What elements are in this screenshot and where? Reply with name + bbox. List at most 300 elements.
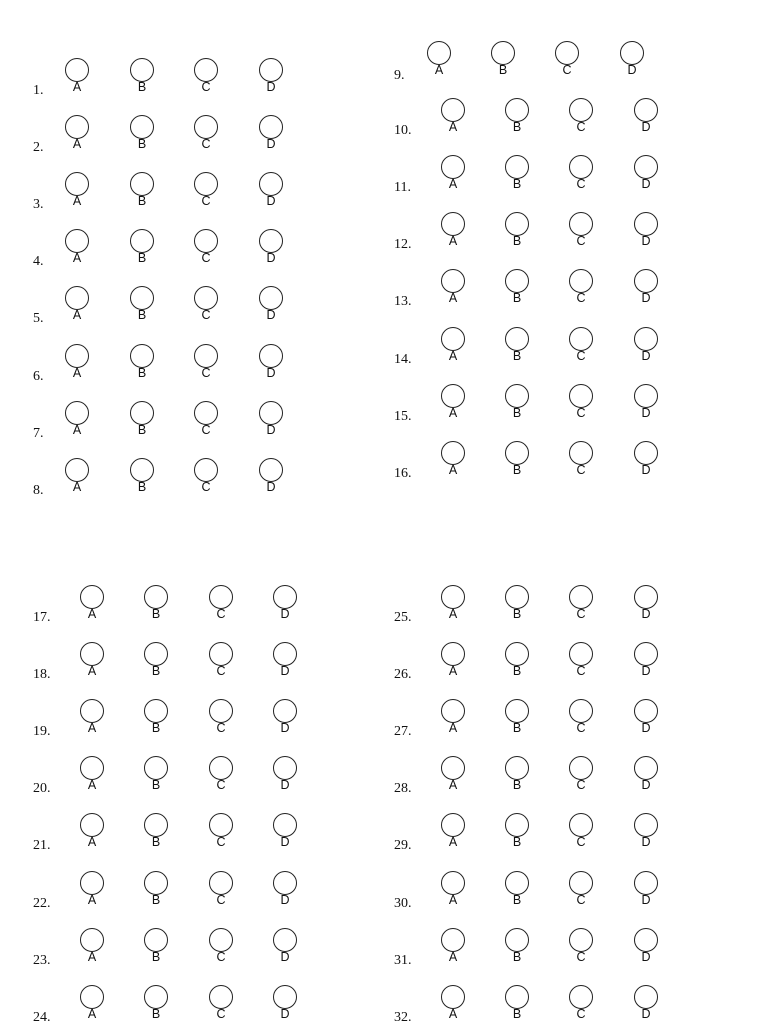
question-number: 19. bbox=[33, 724, 51, 740]
question-number: 8. bbox=[33, 482, 44, 498]
option-letter: C bbox=[216, 664, 226, 679]
option-letter: D bbox=[641, 1006, 651, 1021]
answer-bubble[interactable] bbox=[505, 756, 529, 780]
option-letter: D bbox=[280, 721, 290, 736]
option-letter: B bbox=[151, 892, 161, 907]
option-letter: D bbox=[641, 177, 651, 192]
option-letter: A bbox=[448, 835, 458, 850]
answer-bubble[interactable] bbox=[634, 98, 658, 122]
answer-option-c[interactable] bbox=[566, 155, 596, 195]
option-letter: B bbox=[512, 664, 522, 679]
answer-bubble[interactable] bbox=[569, 585, 593, 609]
option-letter: D bbox=[641, 892, 651, 907]
option-letter: C bbox=[576, 721, 586, 736]
option-letter: C bbox=[216, 1006, 226, 1021]
option-letter: B bbox=[512, 892, 522, 907]
answer-option-b[interactable] bbox=[488, 41, 518, 81]
answer-bubble[interactable] bbox=[441, 441, 465, 465]
answer-bubble[interactable] bbox=[505, 985, 529, 1009]
answer-option-d[interactable] bbox=[631, 642, 661, 682]
answer-option-a[interactable] bbox=[438, 585, 468, 625]
answer-option-a[interactable] bbox=[438, 985, 468, 1025]
answer-option-d[interactable] bbox=[631, 212, 661, 252]
option-letter: B bbox=[151, 949, 161, 964]
answer-bubble[interactable] bbox=[441, 985, 465, 1009]
question-row bbox=[0, 985, 768, 1025]
answer-bubble[interactable] bbox=[441, 642, 465, 666]
question-row bbox=[0, 212, 768, 252]
option-letter: C bbox=[576, 607, 586, 621]
question-number: 10. bbox=[394, 123, 412, 139]
option-letter: B bbox=[137, 251, 147, 266]
answer-option-c[interactable] bbox=[552, 41, 582, 81]
answer-option-b[interactable] bbox=[502, 813, 532, 853]
option-letter: A bbox=[72, 365, 82, 380]
option-letter: D bbox=[641, 291, 651, 306]
option-letter: A bbox=[448, 721, 458, 736]
answer-option-d[interactable] bbox=[631, 441, 661, 481]
answer-bubble[interactable] bbox=[441, 384, 465, 408]
option-letter: D bbox=[266, 251, 276, 266]
answer-option-c[interactable] bbox=[566, 985, 596, 1025]
answer-bubble[interactable] bbox=[634, 327, 658, 351]
option-letter: A bbox=[72, 422, 82, 437]
answer-option-a[interactable] bbox=[438, 269, 468, 309]
answer-bubble[interactable] bbox=[505, 699, 529, 723]
option-letter: D bbox=[280, 1006, 290, 1021]
answer-option-c[interactable] bbox=[566, 384, 596, 424]
answer-option-b[interactable] bbox=[502, 269, 532, 309]
option-letter: A bbox=[448, 120, 458, 135]
answer-option-b[interactable] bbox=[502, 756, 532, 796]
answer-option-a[interactable] bbox=[424, 41, 454, 81]
option-letter: D bbox=[641, 405, 651, 420]
answer-option-c[interactable] bbox=[566, 642, 596, 682]
answer-option-b[interactable] bbox=[502, 384, 532, 424]
option-letter: A bbox=[72, 80, 82, 94]
option-letter: B bbox=[137, 479, 147, 494]
answer-option-a[interactable] bbox=[438, 813, 468, 853]
answer-bubble[interactable] bbox=[505, 871, 529, 895]
option-letter: D bbox=[641, 234, 651, 249]
option-letter: A bbox=[87, 721, 97, 736]
option-letter: C bbox=[216, 607, 226, 621]
option-letter: B bbox=[151, 607, 161, 621]
option-letter: A bbox=[448, 607, 458, 621]
option-letter: A bbox=[448, 405, 458, 420]
question-row bbox=[0, 327, 768, 367]
answer-bubble[interactable] bbox=[569, 441, 593, 465]
option-letter: C bbox=[201, 80, 211, 94]
answer-bubble[interactable] bbox=[569, 98, 593, 122]
option-letter: A bbox=[87, 778, 97, 793]
option-letter: A bbox=[448, 778, 458, 793]
answer-bubble[interactable] bbox=[569, 327, 593, 351]
option-letter: D bbox=[280, 607, 290, 621]
option-letter: B bbox=[137, 194, 147, 209]
answer-option-b[interactable] bbox=[502, 441, 532, 481]
question-number: 9. bbox=[394, 68, 405, 83]
option-letter: B bbox=[137, 80, 147, 94]
option-letter: C bbox=[576, 405, 586, 420]
answer-option-d[interactable] bbox=[631, 871, 661, 911]
option-letter: C bbox=[201, 251, 211, 266]
question-number: 32. bbox=[394, 1009, 412, 1025]
answer-option-b[interactable] bbox=[502, 699, 532, 739]
option-letter: A bbox=[448, 949, 458, 964]
option-letter: B bbox=[151, 778, 161, 793]
answer-bubble[interactable] bbox=[634, 642, 658, 666]
answer-bubble[interactable] bbox=[441, 585, 465, 609]
question-row bbox=[0, 928, 768, 968]
option-letter: D bbox=[641, 120, 651, 135]
answer-option-a[interactable] bbox=[438, 441, 468, 481]
option-letter: B bbox=[512, 462, 522, 477]
option-letter: C bbox=[216, 721, 226, 736]
answer-option-c[interactable] bbox=[566, 269, 596, 309]
answer-bubble[interactable] bbox=[569, 813, 593, 837]
answer-bubble[interactable] bbox=[441, 699, 465, 723]
option-letter: C bbox=[576, 291, 586, 306]
option-letter: C bbox=[576, 664, 586, 679]
option-letter: D bbox=[266, 80, 276, 94]
option-letter: B bbox=[512, 177, 522, 192]
answer-option-c[interactable] bbox=[566, 756, 596, 796]
question-number: 23. bbox=[33, 952, 51, 968]
question-row bbox=[0, 98, 768, 138]
option-letter: B bbox=[512, 234, 522, 249]
answer-bubble[interactable] bbox=[505, 212, 529, 236]
question-number: 25. bbox=[394, 610, 412, 625]
question-row bbox=[0, 41, 768, 81]
answer-bubble[interactable] bbox=[491, 41, 515, 65]
answer-bubble[interactable] bbox=[441, 98, 465, 122]
question-row bbox=[0, 699, 768, 739]
option-letter: A bbox=[72, 479, 82, 494]
answer-option-a[interactable] bbox=[438, 155, 468, 195]
option-letter: D bbox=[266, 365, 276, 380]
answer-bubble[interactable] bbox=[569, 155, 593, 179]
option-letter: C bbox=[201, 137, 211, 152]
question-number: 22. bbox=[33, 895, 51, 911]
option-letter: B bbox=[151, 1006, 161, 1021]
answer-bubble[interactable] bbox=[634, 269, 658, 293]
question-row bbox=[0, 441, 768, 481]
question-number: 5. bbox=[33, 311, 44, 327]
option-letter: A bbox=[87, 892, 97, 907]
answer-option-a[interactable] bbox=[438, 871, 468, 911]
answer-bubble[interactable] bbox=[505, 585, 529, 609]
answer-bubble[interactable] bbox=[634, 985, 658, 1009]
answer-bubble[interactable] bbox=[634, 585, 658, 609]
answer-bubble[interactable] bbox=[620, 41, 644, 65]
option-letter: B bbox=[512, 835, 522, 850]
option-letter: B bbox=[512, 721, 522, 736]
question-number: 16. bbox=[394, 465, 412, 481]
answer-bubble[interactable] bbox=[441, 928, 465, 952]
option-letter: B bbox=[512, 291, 522, 306]
question-row bbox=[0, 269, 768, 309]
option-letter: B bbox=[512, 405, 522, 420]
question-number: 11. bbox=[394, 180, 411, 196]
question-row bbox=[0, 384, 768, 424]
answer-bubble[interactable] bbox=[569, 985, 593, 1009]
answer-bubble[interactable] bbox=[634, 384, 658, 408]
answer-option-d[interactable] bbox=[631, 813, 661, 853]
option-letter: B bbox=[512, 120, 522, 135]
question-number: 27. bbox=[394, 724, 412, 740]
option-letter: D bbox=[266, 194, 276, 209]
answer-bubble[interactable] bbox=[505, 98, 529, 122]
option-letter: D bbox=[280, 949, 290, 964]
answer-bubble[interactable] bbox=[634, 155, 658, 179]
question-number: 15. bbox=[394, 408, 412, 424]
answer-option-d[interactable] bbox=[631, 384, 661, 424]
option-letter: C bbox=[576, 949, 586, 964]
question-row bbox=[0, 813, 768, 853]
answer-option-b[interactable] bbox=[502, 155, 532, 195]
option-letter: B bbox=[137, 365, 147, 380]
answer-bubble[interactable] bbox=[441, 269, 465, 293]
answer-bubble[interactable] bbox=[569, 384, 593, 408]
option-letter: D bbox=[641, 462, 651, 477]
option-letter: D bbox=[641, 348, 651, 363]
option-letter: D bbox=[266, 479, 276, 494]
answer-bubble[interactable] bbox=[634, 756, 658, 780]
option-letter: A bbox=[72, 194, 82, 209]
question-number: 28. bbox=[394, 781, 412, 797]
option-letter: D bbox=[641, 949, 651, 964]
option-letter: A bbox=[72, 137, 82, 152]
option-letter: D bbox=[627, 63, 637, 77]
question-number: 21. bbox=[33, 838, 51, 854]
answer-option-d[interactable] bbox=[631, 699, 661, 739]
option-letter: A bbox=[87, 1006, 97, 1021]
question-row bbox=[0, 756, 768, 796]
answer-option-a[interactable] bbox=[438, 384, 468, 424]
option-letter: B bbox=[512, 1006, 522, 1021]
answer-option-d[interactable] bbox=[631, 985, 661, 1025]
option-letter: B bbox=[512, 607, 522, 621]
option-letter: D bbox=[641, 664, 651, 679]
answer-option-c[interactable] bbox=[566, 441, 596, 481]
answer-bubble[interactable] bbox=[569, 871, 593, 895]
answer-option-b[interactable] bbox=[502, 585, 532, 625]
question-number: 14. bbox=[394, 351, 412, 367]
option-letter: D bbox=[280, 664, 290, 679]
question-number: 12. bbox=[394, 237, 412, 253]
answer-option-c[interactable] bbox=[566, 98, 596, 138]
option-letter: A bbox=[448, 348, 458, 363]
question-number: 17. bbox=[33, 610, 51, 625]
answer-option-c[interactable] bbox=[566, 928, 596, 968]
question-number: 29. bbox=[394, 838, 412, 854]
question-number: 20. bbox=[33, 781, 51, 797]
answer-option-b[interactable] bbox=[502, 98, 532, 138]
question-row bbox=[0, 585, 768, 625]
option-letter: B bbox=[498, 63, 508, 77]
answer-option-d[interactable] bbox=[631, 155, 661, 195]
option-letter: C bbox=[216, 892, 226, 907]
option-letter: A bbox=[448, 1006, 458, 1021]
answer-bubble[interactable] bbox=[505, 327, 529, 351]
option-letter: D bbox=[266, 308, 276, 323]
option-letter: C bbox=[216, 835, 226, 850]
option-letter: A bbox=[87, 664, 97, 679]
option-letter: C bbox=[201, 422, 211, 437]
answer-option-b[interactable] bbox=[502, 327, 532, 367]
option-letter: A bbox=[72, 251, 82, 266]
answer-bubble[interactable] bbox=[441, 155, 465, 179]
answer-bubble[interactable] bbox=[505, 155, 529, 179]
answer-bubble[interactable] bbox=[569, 269, 593, 293]
option-letter: D bbox=[266, 422, 276, 437]
option-letter: A bbox=[72, 308, 82, 323]
answer-bubble[interactable] bbox=[634, 441, 658, 465]
answer-option-c[interactable] bbox=[566, 212, 596, 252]
answer-bubble[interactable] bbox=[569, 756, 593, 780]
question-number: 3. bbox=[33, 197, 44, 213]
answer-bubble[interactable] bbox=[441, 212, 465, 236]
question-number: 7. bbox=[33, 425, 44, 441]
answer-option-a[interactable] bbox=[438, 98, 468, 138]
option-letter: D bbox=[641, 835, 651, 850]
answer-bubble[interactable] bbox=[505, 269, 529, 293]
answer-bubble[interactable] bbox=[441, 756, 465, 780]
answer-bubble[interactable] bbox=[634, 871, 658, 895]
answer-bubble[interactable] bbox=[634, 212, 658, 236]
answer-bubble[interactable] bbox=[569, 642, 593, 666]
answer-bubble[interactable] bbox=[569, 928, 593, 952]
option-letter: D bbox=[280, 835, 290, 850]
answer-bubble[interactable] bbox=[555, 41, 579, 65]
option-letter: B bbox=[137, 422, 147, 437]
answer-bubble[interactable] bbox=[505, 441, 529, 465]
option-letter: B bbox=[151, 721, 161, 736]
answer-option-c[interactable] bbox=[566, 585, 596, 625]
answer-option-d[interactable] bbox=[631, 269, 661, 309]
answer-option-a[interactable] bbox=[438, 327, 468, 367]
answer-option-b[interactable] bbox=[502, 928, 532, 968]
answer-option-a[interactable] bbox=[438, 928, 468, 968]
question-number: 13. bbox=[394, 294, 412, 310]
answer-option-d[interactable] bbox=[631, 756, 661, 796]
option-letter: C bbox=[201, 194, 211, 209]
question-number: 4. bbox=[33, 254, 44, 270]
answer-bubble[interactable] bbox=[441, 327, 465, 351]
option-letter: D bbox=[641, 778, 651, 793]
question-number: 26. bbox=[394, 667, 412, 683]
answer-bubble[interactable] bbox=[505, 813, 529, 837]
option-letter: B bbox=[512, 949, 522, 964]
option-letter: C bbox=[576, 462, 586, 477]
answer-option-a[interactable] bbox=[438, 642, 468, 682]
option-letter: A bbox=[448, 664, 458, 679]
option-letter: D bbox=[641, 721, 651, 736]
question-number: 24. bbox=[33, 1009, 51, 1025]
answer-bubble[interactable] bbox=[441, 871, 465, 895]
option-letter: B bbox=[151, 664, 161, 679]
answer-option-d[interactable] bbox=[631, 928, 661, 968]
option-letter: A bbox=[448, 177, 458, 192]
option-letter: A bbox=[87, 607, 97, 621]
answer-bubble[interactable] bbox=[569, 699, 593, 723]
option-letter: B bbox=[137, 137, 147, 152]
option-letter: A bbox=[448, 892, 458, 907]
option-letter: C bbox=[576, 234, 586, 249]
option-letter: C bbox=[201, 479, 211, 494]
question-number: 6. bbox=[33, 368, 44, 384]
answer-option-c[interactable] bbox=[566, 699, 596, 739]
option-letter: B bbox=[151, 835, 161, 850]
option-letter: D bbox=[266, 137, 276, 152]
option-letter: C bbox=[576, 778, 586, 793]
option-letter: A bbox=[87, 949, 97, 964]
option-letter: C bbox=[216, 949, 226, 964]
question-row bbox=[0, 642, 768, 682]
question-number: 18. bbox=[33, 667, 51, 683]
answer-option-a[interactable] bbox=[438, 756, 468, 796]
option-letter: C bbox=[576, 835, 586, 850]
answer-bubble[interactable] bbox=[427, 41, 451, 65]
option-letter: C bbox=[576, 892, 586, 907]
option-letter: C bbox=[216, 778, 226, 793]
answer-bubble[interactable] bbox=[634, 699, 658, 723]
question-row bbox=[0, 155, 768, 195]
question-number: 2. bbox=[33, 140, 44, 156]
option-letter: C bbox=[576, 348, 586, 363]
option-letter: C bbox=[562, 63, 572, 77]
answer-bubble[interactable] bbox=[634, 928, 658, 952]
option-letter: C bbox=[201, 308, 211, 323]
answer-bubble[interactable] bbox=[569, 212, 593, 236]
option-letter: D bbox=[280, 778, 290, 793]
question-number: 1. bbox=[33, 83, 44, 98]
answer-option-a[interactable] bbox=[438, 699, 468, 739]
answer-option-a[interactable] bbox=[438, 212, 468, 252]
answer-bubble[interactable] bbox=[634, 813, 658, 837]
answer-option-c[interactable] bbox=[566, 813, 596, 853]
option-letter: C bbox=[576, 177, 586, 192]
answer-option-d[interactable] bbox=[631, 98, 661, 138]
question-row bbox=[0, 871, 768, 911]
option-letter: A bbox=[448, 234, 458, 249]
answer-option-b[interactable] bbox=[502, 642, 532, 682]
answer-option-c[interactable] bbox=[566, 327, 596, 367]
option-letter: C bbox=[576, 1006, 586, 1021]
option-letter: A bbox=[448, 291, 458, 306]
option-letter: B bbox=[512, 348, 522, 363]
answer-option-b[interactable] bbox=[502, 212, 532, 252]
question-number: 31. bbox=[394, 952, 412, 968]
option-letter: C bbox=[201, 365, 211, 380]
option-letter: D bbox=[641, 607, 651, 621]
answer-option-d[interactable] bbox=[631, 585, 661, 625]
option-letter: A bbox=[448, 462, 458, 477]
answer-bubble[interactable] bbox=[505, 928, 529, 952]
answer-bubble[interactable] bbox=[505, 642, 529, 666]
answer-option-d[interactable] bbox=[631, 327, 661, 367]
answer-bubble[interactable] bbox=[505, 384, 529, 408]
option-letter: A bbox=[434, 63, 444, 77]
answer-option-d[interactable] bbox=[617, 41, 647, 81]
question-number: 30. bbox=[394, 895, 412, 911]
answer-option-c[interactable] bbox=[566, 871, 596, 911]
answer-option-b[interactable] bbox=[502, 871, 532, 911]
option-letter: B bbox=[512, 778, 522, 793]
answer-option-b[interactable] bbox=[502, 985, 532, 1025]
answer-bubble[interactable] bbox=[441, 813, 465, 837]
